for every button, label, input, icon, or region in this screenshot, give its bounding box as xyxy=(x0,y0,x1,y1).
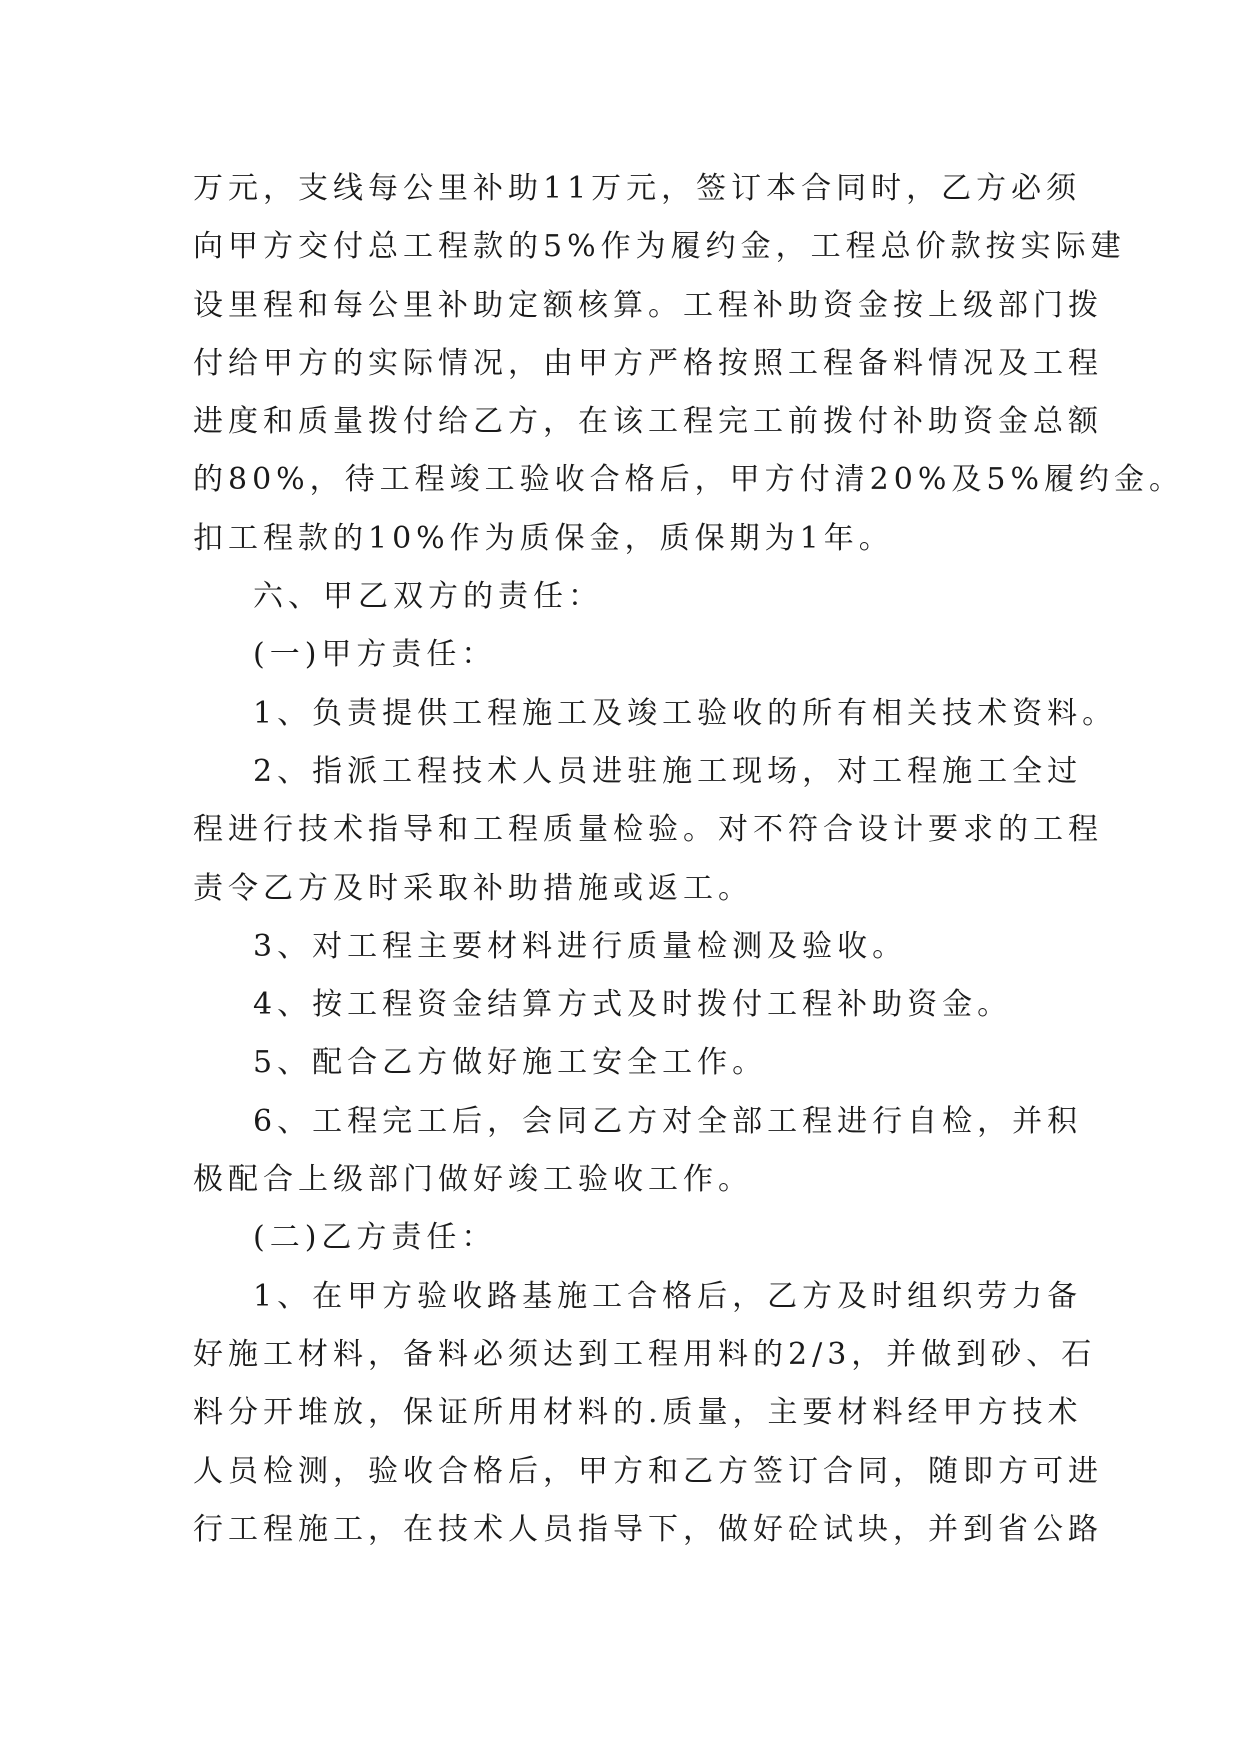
text-line: 极配合上级部门做好竣工验收工作。 xyxy=(193,1162,753,1198)
text-line: 4、按工程资金结算方式及时拨付工程补助资金。 xyxy=(253,987,1013,1023)
text-line: 2、指派工程技术人员进驻施工现场，对工程施工全过 xyxy=(253,753,1083,789)
text-line: 料分开堆放，保证所用材料的.质量，主要材料经甲方技术 xyxy=(193,1395,1083,1431)
text-line: 进度和质量拨付给乙方，在该工程完工前拨付补助资金总额 xyxy=(193,404,1103,440)
text-line: 人员检测，验收合格后，甲方和乙方签订合同，随即方可进 xyxy=(193,1453,1103,1489)
text-line: (二)乙方责任： xyxy=(253,1220,497,1256)
text-line: 5、配合乙方做好施工安全工作。 xyxy=(253,1045,768,1081)
text-line: 六、甲乙双方的责任： xyxy=(253,579,603,615)
text-line: 扣工程款的10%作为质保金，质保期为1年。 xyxy=(193,520,894,556)
text-line: 程进行技术指导和工程质量检验。对不符合设计要求的工程 xyxy=(193,812,1103,848)
text-line: 万元，支线每公里补助11万元，签订本合同时，乙方必须 xyxy=(193,171,1082,206)
text-line: 的80%，待工程竣工验收合格后，甲方付清20%及5%履约金。 xyxy=(193,462,1184,498)
text-line: (一)甲方责任： xyxy=(253,637,497,673)
text-line: 付给甲方的实际情况，由甲方严格按照工程备料情况及工程 xyxy=(193,345,1103,381)
document-body xyxy=(193,160,1184,1559)
text-line: 好施工材料，备料必须达到工程用料的2/3，并做到砂、石 xyxy=(193,1336,1097,1372)
text-line: 行工程施工，在技术人员指导下，做好砼试块，并到省公路 xyxy=(193,1511,1103,1547)
text-line: 3、对工程主要材料进行质量检测及验收。 xyxy=(253,928,908,964)
text-line: 1、在甲方验收路基施工合格后，乙方及时组织劳力备 xyxy=(253,1278,1083,1314)
text-line: 向甲方交付总工程款的5%作为履约金，工程总价款按实际建 xyxy=(193,229,1126,265)
text-line: 设里程和每公里补助定额核算。工程补助资金按上级部门拨 xyxy=(193,287,1103,323)
text-line: 6、工程完工后，会同乙方对全部工程进行自检，并积 xyxy=(253,1103,1083,1139)
text-line: 1、负责提供工程施工及竣工验收的所有相关技术资料。 xyxy=(253,695,1118,731)
text-line: 责令乙方及时采取补助措施或返工。 xyxy=(193,870,753,906)
